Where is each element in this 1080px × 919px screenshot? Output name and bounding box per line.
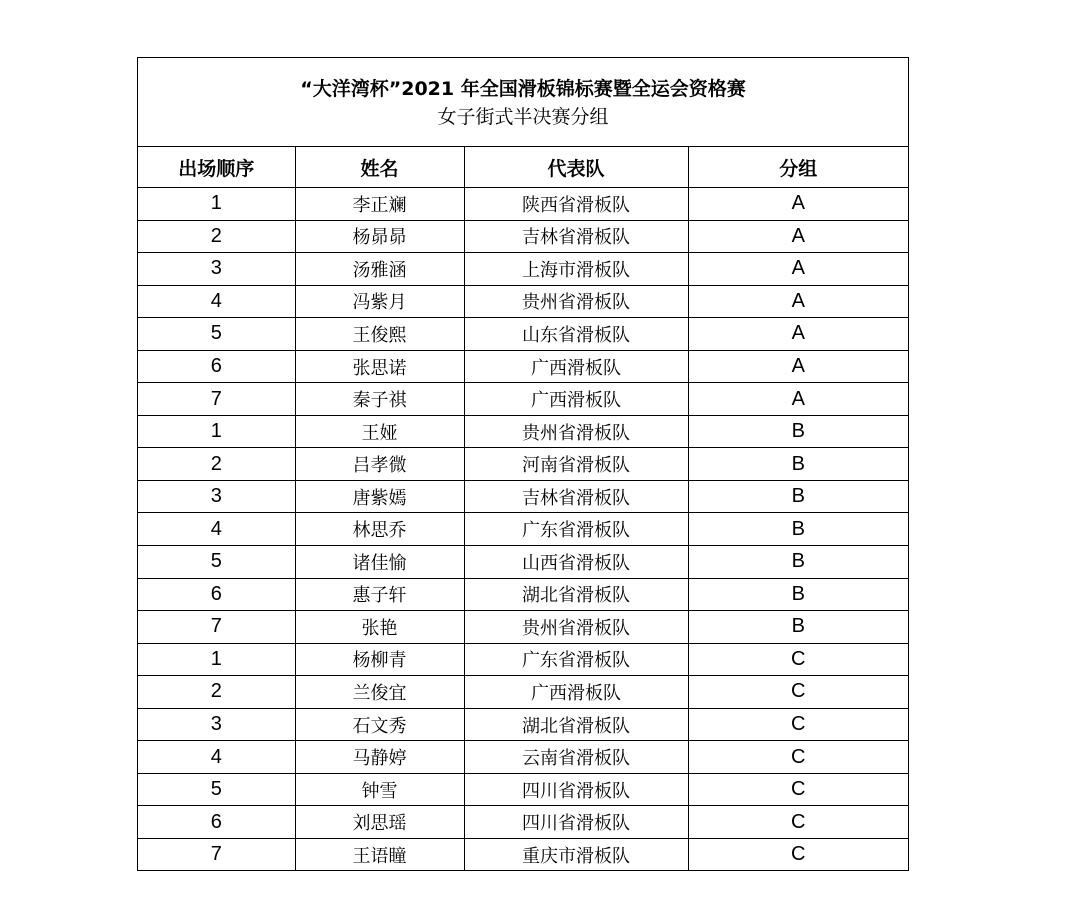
- team-cell: 广东省滑板队: [464, 513, 688, 546]
- team-cell: 山东省滑板队: [464, 318, 688, 351]
- order-cell: 3: [138, 708, 295, 741]
- name-cell: 王语瞳: [295, 838, 464, 870]
- table-row: [138, 838, 908, 870]
- name-cell: 杨昴昴: [295, 220, 464, 253]
- group-cell: C: [688, 773, 908, 806]
- table-body: [138, 188, 908, 871]
- group-cell: A: [688, 383, 908, 416]
- group-cell: A: [688, 253, 908, 286]
- order-cell: 4: [138, 285, 295, 318]
- team-cell: 陕西省滑板队: [464, 188, 688, 221]
- table-row: [138, 578, 908, 611]
- table-row: [138, 773, 908, 806]
- group-cell: A: [688, 350, 908, 383]
- order-cell: 6: [138, 578, 295, 611]
- order-cell: 5: [138, 773, 295, 806]
- table-row: [138, 220, 908, 253]
- name-cell: 诸佳愉: [295, 546, 464, 579]
- name-cell: 王娅: [295, 415, 464, 448]
- team-cell: 上海市滑板队: [464, 253, 688, 286]
- table-row: [138, 676, 908, 709]
- order-cell: 3: [138, 480, 295, 513]
- order-cell: 1: [138, 188, 295, 221]
- name-cell: 兰俊宜: [295, 676, 464, 709]
- team-cell: 四川省滑板队: [464, 806, 688, 839]
- team-cell: 吉林省滑板队: [464, 480, 688, 513]
- table-row: [138, 806, 908, 839]
- team-cell: 贵州省滑板队: [464, 285, 688, 318]
- order-cell: 1: [138, 415, 295, 448]
- group-cell: A: [688, 285, 908, 318]
- table-row: [138, 350, 908, 383]
- order-cell: 4: [138, 741, 295, 774]
- table-row: [138, 383, 908, 416]
- group-cell: B: [688, 480, 908, 513]
- group-cell: B: [688, 611, 908, 644]
- order-cell: 6: [138, 806, 295, 839]
- grouping-sheet: [137, 57, 909, 871]
- table-row: [138, 188, 908, 221]
- table-row: [138, 546, 908, 579]
- name-cell: 冯紫月: [295, 285, 464, 318]
- header-team: 代表队: [464, 147, 688, 188]
- name-cell: 秦子祺: [295, 383, 464, 416]
- group-cell: C: [688, 838, 908, 870]
- order-cell: 5: [138, 546, 295, 579]
- group-cell: A: [688, 318, 908, 351]
- team-cell: 吉林省滑板队: [464, 220, 688, 253]
- team-cell: 贵州省滑板队: [464, 611, 688, 644]
- group-cell: C: [688, 741, 908, 774]
- group-cell: C: [688, 806, 908, 839]
- header-name: 姓名: [295, 147, 464, 188]
- table-row: [138, 741, 908, 774]
- name-cell: 唐紫嫣: [295, 480, 464, 513]
- group-cell: B: [688, 415, 908, 448]
- table-row: [138, 480, 908, 513]
- group-cell: C: [688, 676, 908, 709]
- table-row: [138, 253, 908, 286]
- name-cell: 马静婷: [295, 741, 464, 774]
- table-row: [138, 448, 908, 481]
- table-row: [138, 318, 908, 351]
- team-cell: 河南省滑板队: [464, 448, 688, 481]
- table-header-row: [138, 147, 908, 188]
- team-cell: 四川省滑板队: [464, 773, 688, 806]
- order-cell: 7: [138, 611, 295, 644]
- table-row: [138, 708, 908, 741]
- order-cell: 3: [138, 253, 295, 286]
- title-block: [138, 58, 908, 147]
- group-cell: C: [688, 708, 908, 741]
- order-cell: 6: [138, 350, 295, 383]
- document-subtitle: 女子街式半决赛分组: [437, 106, 609, 128]
- order-cell: 7: [138, 838, 295, 870]
- team-cell: 广西滑板队: [464, 676, 688, 709]
- team-cell: 重庆市滑板队: [464, 838, 688, 870]
- name-cell: 林思乔: [295, 513, 464, 546]
- table-row: [138, 415, 908, 448]
- team-cell: 云南省滑板队: [464, 741, 688, 774]
- order-cell: 1: [138, 643, 295, 676]
- team-cell: 广西滑板队: [464, 350, 688, 383]
- team-cell: 湖北省滑板队: [464, 708, 688, 741]
- name-cell: 杨柳青: [295, 643, 464, 676]
- table-row: [138, 285, 908, 318]
- name-cell: 刘思瑶: [295, 806, 464, 839]
- group-cell: A: [688, 188, 908, 221]
- name-cell: 石文秀: [295, 708, 464, 741]
- table-row: [138, 611, 908, 644]
- team-cell: 山西省滑板队: [464, 546, 688, 579]
- document-title: “大洋湾杯”2021 年全国滑板锦标赛暨全运会资格赛: [300, 78, 746, 100]
- team-cell: 湖北省滑板队: [464, 578, 688, 611]
- name-cell: 王俊熙: [295, 318, 464, 351]
- order-cell: 2: [138, 448, 295, 481]
- group-cell: B: [688, 513, 908, 546]
- name-cell: 惠子轩: [295, 578, 464, 611]
- group-cell: B: [688, 578, 908, 611]
- order-cell: 4: [138, 513, 295, 546]
- header-group: 分组: [688, 147, 908, 188]
- order-cell: 5: [138, 318, 295, 351]
- header-order: 出场顺序: [138, 147, 295, 188]
- table-row: [138, 643, 908, 676]
- order-cell: 2: [138, 676, 295, 709]
- grouping-table: [138, 147, 908, 870]
- team-cell: 贵州省滑板队: [464, 415, 688, 448]
- group-cell: A: [688, 220, 908, 253]
- group-cell: C: [688, 643, 908, 676]
- name-cell: 张思诺: [295, 350, 464, 383]
- order-cell: 2: [138, 220, 295, 253]
- table-row: [138, 513, 908, 546]
- group-cell: B: [688, 448, 908, 481]
- order-cell: 7: [138, 383, 295, 416]
- name-cell: 李正斓: [295, 188, 464, 221]
- team-cell: 广西滑板队: [464, 383, 688, 416]
- name-cell: 钟雪: [295, 773, 464, 806]
- name-cell: 张艳: [295, 611, 464, 644]
- name-cell: 吕孝微: [295, 448, 464, 481]
- name-cell: 汤雅涵: [295, 253, 464, 286]
- group-cell: B: [688, 546, 908, 579]
- team-cell: 广东省滑板队: [464, 643, 688, 676]
